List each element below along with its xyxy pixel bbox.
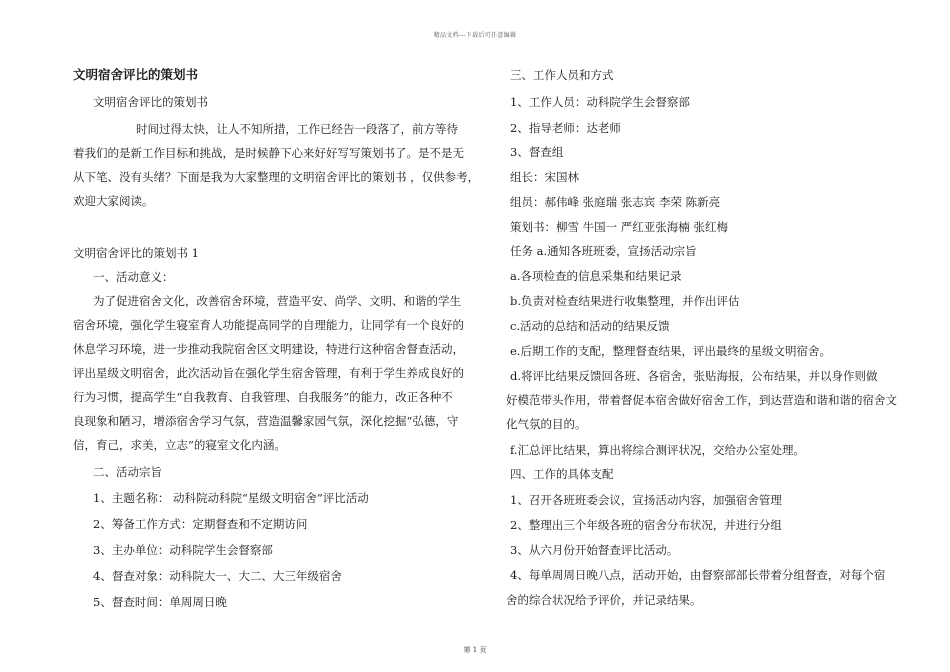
page-header-note: 精品文档---下载后可任意编辑 [433,32,517,39]
intro-line: 从下笔、没有头绪？下面是我为大家整理的文明宿舍评比的策划书 ，仅供参考， [73,170,480,184]
team-leader: 组长：宋国林 [510,170,579,184]
part1-body-line: 信，育己，求美，立志”的寝室文化内涵。 [73,438,286,452]
part2-item: 2、筹备工作方式：定期督查和不定期访问 [93,517,308,531]
planners: 策划书：柳雪 牛国一 严红亚张海楠 张红梅 [510,220,728,234]
task-line: 化气氛的目的。 [506,417,587,431]
part2-item: 4、督查对象：动科院大一、大二、大三年级宿舍 [93,569,342,583]
task-line: e.后期工作的支配，整理督查结果，评出最终的星级文明宿舍。 [510,344,831,358]
intro-line: 着我们的是新工作目标和挑战，是时候静下心来好好写写策划书了。是不是无 [73,146,464,160]
document-title: 文明宿舍评比的策划书 [73,67,199,82]
part2-item: 1、主题名称： 动科院动科院“星级文明宿舍”评比活动 [93,491,369,505]
part2-item: 3、主办单位：动科院学生会督察部 [93,543,273,557]
intro-line: 欢迎大家阅读。 [73,194,154,208]
part3-item: 2、指导老师：达老师 [510,121,621,135]
page-number: 第 1 页 [463,646,487,654]
part4-heading: 四、工作的具体支配 [510,467,614,481]
part1-heading: 一、活动意义： [93,270,174,284]
section-heading: 文明宿舍评比的策划书 1 [73,246,199,260]
part1-body-line: 评出星级文明宿舍，此次活动旨在强化学生宿舍管理，有利于学生养成良好的 [73,366,464,380]
part1-body-line: 为了促进宿舍文化，改善宿舍环境，营造平安、尚学、文明、和谐的学生 [93,294,461,308]
document-subtitle: 文明宿舍评比的策划书 [93,95,208,109]
task-line: d.将评比结果反馈回各班、各宿舍，张贴海报，公布结果，并以身作则做 [510,369,878,383]
task-line: c.活动的总结和活动的结果反馈 [510,319,670,333]
task-line: 好模范带头作用，带着督促本宿舍做好宿舍工作，到达营造和谐和谐的宿舍文 [506,393,897,407]
part2-heading: 二、活动宗旨 [93,465,162,479]
part1-body-line: 行为习惯，提高学生“自我教育、自我管理、自我服务”的能力，改正各种不 [73,390,453,404]
part2-item: 5、督查时间：单周周日晚 [93,595,227,609]
part4-item: 3、从六月份开始督查评比活动。 [510,543,679,557]
task-line: b.负责对检查结果进行收集整理，并作出评估 [510,294,740,308]
part4-item: 1、召开各班班委会议，宣扬活动内容，加强宿舍管理 [510,493,782,507]
team-members: 组员：郝伟峰 张庭瑞 张志宾 李荣 陈新亮 [510,195,721,209]
part1-body-line: 休息学习环境，进一步推动我院宿舍区文明建设，特进行这种宿舍督查活动， [73,342,464,356]
task-line: f.汇总评比结果，算出将综合测评状况，交给办公室处理。 [510,443,805,457]
task-line: 任务 a.通知各班班委，宣扬活动宗旨 [510,244,697,258]
intro-line: 时间过得太快，让人不知所措，工作已经告一段落了，前方等待 [136,122,458,136]
part4-item: 2、整理出三个年级各班的宿舍分布状况，并进行分组 [510,518,782,532]
part1-body-line: 宿舍环境，强化学生寝室育人功能提高同学的自理能力，让同学有一个良好的 [73,318,464,332]
part3-item: 1、工作人员：动科院学生会督察部 [510,95,690,109]
task-line: a.各项检查的信息采集和结果记录 [510,269,682,283]
part3-heading: 三、工作人员和方式 [510,68,614,82]
part1-body-line: 良现象和陋习，增添宿舍学习气氛，营造温馨家园气氛，深化挖掘“弘德，守 [73,414,459,428]
part4-item: 舍的综合状况给予评价，并记录结果。 [506,593,702,607]
part3-item: 3、督查组 [510,145,564,159]
part4-item: 4、每单周周日晚八点，活动开始，由督察部部长带着分组督查，对每个宿 [510,568,886,582]
